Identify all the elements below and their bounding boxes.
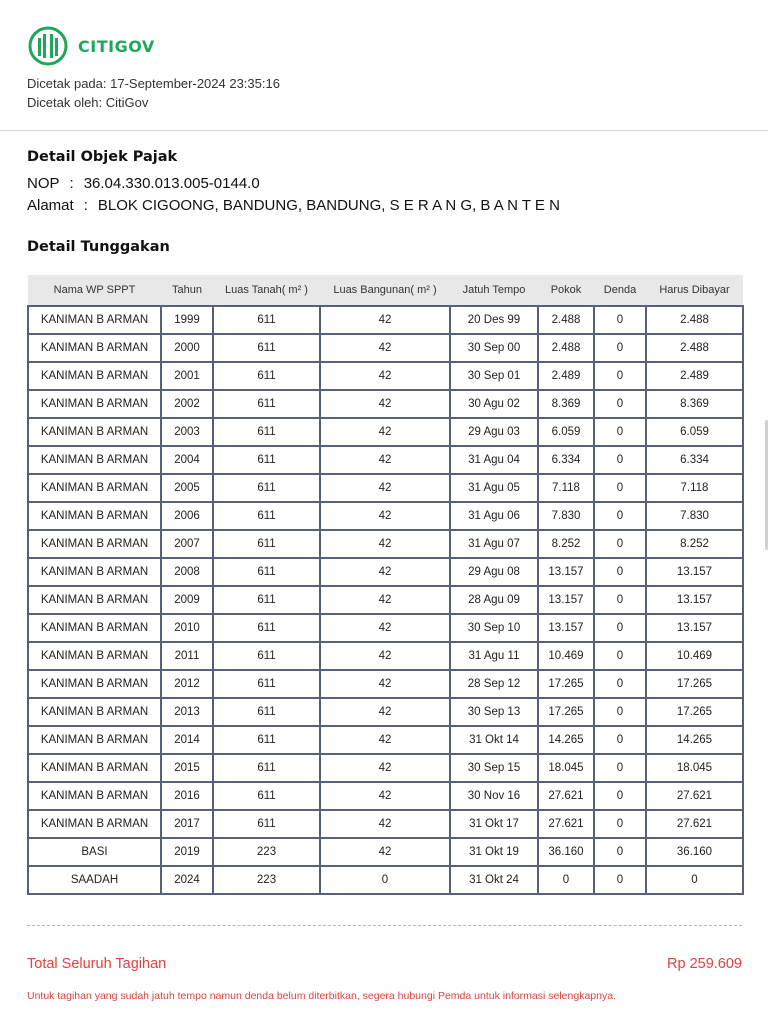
arrears-table-body [28,306,743,894]
address-line: Alamat : BLOK CIGOONG, BANDUNG, BANDUNG, S E R A N G, B A N T E N [27,197,560,214]
table-cell: 0 [594,446,646,474]
table-cell: 20 Des 99 [450,306,538,334]
table-row [28,446,743,474]
table-cell: 42 [320,390,450,418]
table-cell: KANIMAN B ARMAN [28,474,161,502]
table-cell: 2005 [161,474,213,502]
table-cell: 27.621 [538,782,594,810]
table-cell: 6.059 [646,418,743,446]
arrears-table [27,275,744,895]
table-cell: KANIMAN B ARMAN [28,558,161,586]
table-cell: 0 [594,306,646,334]
table-cell: 42 [320,838,450,866]
table-row [28,558,743,586]
table-cell: KANIMAN B ARMAN [28,530,161,558]
table-cell: 17.265 [646,698,743,726]
table-cell: KANIMAN B ARMAN [28,726,161,754]
address-value: BLOK CIGOONG, BANDUNG, BANDUNG, S E R A N G, B A N T E N [97,197,560,214]
table-row [28,390,743,418]
table-cell: KANIMAN B ARMAN [28,446,161,474]
table-cell: KANIMAN B ARMAN [28,334,161,362]
table-cell: 0 [594,530,646,558]
table-cell: 0 [594,754,646,782]
table-cell: 611 [213,474,320,502]
table-cell: 7.118 [646,474,743,502]
table-row [28,838,743,866]
table-row [28,726,743,754]
table-cell: 0 [594,838,646,866]
table-cell: 42 [320,502,450,530]
dashed-divider [27,925,742,926]
table-cell: 29 Agu 08 [450,558,538,586]
table-cell: 18.045 [538,754,594,782]
table-cell: 42 [320,586,450,614]
table-cell: 42 [320,334,450,362]
table-cell: 611 [213,530,320,558]
table-cell: 30 Agu 02 [450,390,538,418]
table-cell: 7.118 [538,474,594,502]
object-detail-title: Detail Objek Pajak [27,149,178,165]
table-cell: KANIMAN B ARMAN [28,670,161,698]
table-cell: 2004 [161,446,213,474]
table-cell: 2008 [161,558,213,586]
table-cell: 2.489 [646,362,743,390]
table-row [28,866,743,894]
table-cell: 42 [320,670,450,698]
table-cell: 42 [320,782,450,810]
table-cell: KANIMAN B ARMAN [28,698,161,726]
table-cell: 223 [213,866,320,894]
table-row [28,586,743,614]
table-cell: 0 [594,362,646,390]
table-cell: 0 [594,782,646,810]
table-cell: 611 [213,334,320,362]
table-cell: 13.157 [538,558,594,586]
table-cell: KANIMAN B ARMAN [28,642,161,670]
table-cell: 611 [213,726,320,754]
table-cell: 31 Agu 11 [450,642,538,670]
table-row [28,642,743,670]
table-cell: 10.469 [646,642,743,670]
table-cell: 0 [594,558,646,586]
table-cell: 611 [213,586,320,614]
table-cell: 0 [594,642,646,670]
table-cell: 0 [538,866,594,894]
table-row [28,670,743,698]
table-cell: 18.045 [646,754,743,782]
table-cell: 2009 [161,586,213,614]
table-cell: 611 [213,754,320,782]
table-cell: KANIMAN B ARMAN [28,306,161,334]
table-cell: 8.252 [538,530,594,558]
table-cell: 611 [213,390,320,418]
table-cell: KANIMAN B ARMAN [28,754,161,782]
table-cell: 42 [320,642,450,670]
table-cell: 2002 [161,390,213,418]
nop-line: NOP : 36.04.330.013.005-0144.0 [27,175,260,192]
table-cell: KANIMAN B ARMAN [28,782,161,810]
table-cell: 611 [213,502,320,530]
table-row [28,502,743,530]
brand-logo [27,26,155,66]
table-cell: 27.621 [646,782,743,810]
table-cell: 611 [213,418,320,446]
printed-by: Dicetak oleh: CitiGov [27,95,149,110]
table-cell: 2006 [161,502,213,530]
table-cell: 31 Okt 17 [450,810,538,838]
table-cell: 42 [320,474,450,502]
table-cell: 13.157 [646,614,743,642]
table-cell: 7.830 [538,502,594,530]
table-cell: 17.265 [646,670,743,698]
table-cell: 13.157 [646,558,743,586]
table-cell: 31 Agu 05 [450,474,538,502]
table-cell: 2016 [161,782,213,810]
table-cell: 13.157 [646,586,743,614]
table-cell: 8.252 [646,530,743,558]
table-cell: 42 [320,418,450,446]
table-cell: 42 [320,726,450,754]
table-cell: 30 Sep 13 [450,698,538,726]
table-cell: KANIMAN B ARMAN [28,810,161,838]
column-header: Denda [594,275,646,306]
table-cell: 611 [213,446,320,474]
column-header: Pokok [538,275,594,306]
table-cell: 2003 [161,418,213,446]
table-row [28,530,743,558]
table-row [28,418,743,446]
table-cell: 8.369 [646,390,743,418]
table-cell: 10.469 [538,642,594,670]
table-row [28,782,743,810]
table-cell: 8.369 [538,390,594,418]
table-cell: 27.621 [646,810,743,838]
table-cell: 0 [594,474,646,502]
table-cell: 17.265 [538,670,594,698]
table-cell: 13.157 [538,614,594,642]
table-cell: 42 [320,698,450,726]
table-cell: 2000 [161,334,213,362]
table-cell: 0 [594,502,646,530]
table-cell: 36.160 [646,838,743,866]
table-cell: 611 [213,306,320,334]
table-cell: 0 [594,670,646,698]
table-row [28,306,743,334]
table-cell: 2017 [161,810,213,838]
table-cell: 0 [594,866,646,894]
table-cell: 29 Agu 03 [450,418,538,446]
arrears-title: Detail Tunggakan [27,239,170,255]
table-cell: 28 Agu 09 [450,586,538,614]
table-cell: 42 [320,558,450,586]
table-cell: 6.334 [646,446,743,474]
table-cell: 30 Sep 00 [450,334,538,362]
table-cell: 27.621 [538,810,594,838]
table-cell: 611 [213,670,320,698]
table-cell: 31 Okt 24 [450,866,538,894]
table-cell: SAADAH [28,866,161,894]
table-cell: 42 [320,306,450,334]
table-cell: 2.489 [538,362,594,390]
table-cell: 2.488 [538,334,594,362]
table-cell: 2.488 [646,334,743,362]
table-cell: 611 [213,362,320,390]
table-cell: 2010 [161,614,213,642]
table-cell: 42 [320,362,450,390]
table-cell: 2019 [161,838,213,866]
nop-label: NOP [27,175,60,192]
table-cell: 2.488 [646,306,743,334]
table-cell: 42 [320,530,450,558]
table-cell: 0 [594,614,646,642]
table-cell: 611 [213,614,320,642]
table-row [28,614,743,642]
table-cell: 223 [213,838,320,866]
printed-at: Dicetak pada: 17-September-2024 23:35:16 [27,76,280,91]
table-row [28,334,743,362]
table-cell: 28 Sep 12 [450,670,538,698]
table-cell: 31 Okt 14 [450,726,538,754]
table-cell: 0 [646,866,743,894]
column-header: Nama WP SPPT [28,275,161,306]
column-header: Tahun [161,275,213,306]
table-cell: 2015 [161,754,213,782]
table-cell: 42 [320,614,450,642]
table-cell: 0 [594,586,646,614]
table-cell: KANIMAN B ARMAN [28,362,161,390]
table-cell: 30 Sep 10 [450,614,538,642]
table-cell: 36.160 [538,838,594,866]
table-cell: 611 [213,810,320,838]
total-value: Rp 259.609 [667,956,742,972]
table-cell: 611 [213,558,320,586]
table-cell: 0 [594,334,646,362]
total-label: Total Seluruh Tagihan [27,956,167,972]
table-cell: 0 [594,390,646,418]
table-cell: 0 [594,810,646,838]
table-cell: 42 [320,446,450,474]
table-cell: 611 [213,642,320,670]
table-cell: KANIMAN B ARMAN [28,614,161,642]
table-cell: 2007 [161,530,213,558]
column-header: Luas Bangunan( m² ) [320,275,450,306]
table-cell: 0 [594,418,646,446]
table-cell: 30 Sep 15 [450,754,538,782]
table-cell: 6.334 [538,446,594,474]
table-cell: 31 Agu 07 [450,530,538,558]
table-cell: 2.488 [538,306,594,334]
table-cell: 6.059 [538,418,594,446]
citigov-logo-icon [27,26,69,66]
table-cell: 7.830 [646,502,743,530]
table-cell: 2013 [161,698,213,726]
table-cell: 42 [320,754,450,782]
table-cell: 30 Sep 01 [450,362,538,390]
table-cell: 0 [594,726,646,754]
table-row [28,810,743,838]
table-cell: 31 Okt 19 [450,838,538,866]
table-cell: 31 Agu 06 [450,502,538,530]
table-cell: 42 [320,810,450,838]
table-row [28,474,743,502]
table-cell: KANIMAN B ARMAN [28,418,161,446]
column-header: Harus Dibayar [646,275,743,306]
table-cell: 2011 [161,642,213,670]
header-divider [0,130,768,131]
table-cell: BASI [28,838,161,866]
table-cell: 611 [213,698,320,726]
table-cell: 30 Nov 16 [450,782,538,810]
table-cell: 31 Agu 04 [450,446,538,474]
table-cell: 2024 [161,866,213,894]
table-cell: 2001 [161,362,213,390]
table-header-row [28,275,743,306]
table-cell: 0 [320,866,450,894]
address-label: Alamat [27,197,74,214]
column-header: Jatuh Tempo [450,275,538,306]
column-header: Luas Tanah( m² ) [213,275,320,306]
table-row [28,698,743,726]
table-cell: 13.157 [538,586,594,614]
table-cell: 14.265 [538,726,594,754]
table-cell: 0 [594,698,646,726]
table-cell: 2012 [161,670,213,698]
brand-name: CITIGOV [78,36,155,56]
table-cell: 1999 [161,306,213,334]
overdue-note: Untuk tagihan yang sudah jatuh tempo namun denda belum diterbitkan, segera hubungi Pemda untuk informasi selengkapnya. [27,990,616,1002]
nop-value: 36.04.330.013.005-0144.0 [83,175,260,192]
table-cell: 17.265 [538,698,594,726]
table-row [28,362,743,390]
table-cell: 611 [213,782,320,810]
table-cell: 2014 [161,726,213,754]
table-cell: KANIMAN B ARMAN [28,502,161,530]
table-cell: KANIMAN B ARMAN [28,586,161,614]
table-row [28,754,743,782]
table-cell: 14.265 [646,726,743,754]
table-cell: KANIMAN B ARMAN [28,390,161,418]
